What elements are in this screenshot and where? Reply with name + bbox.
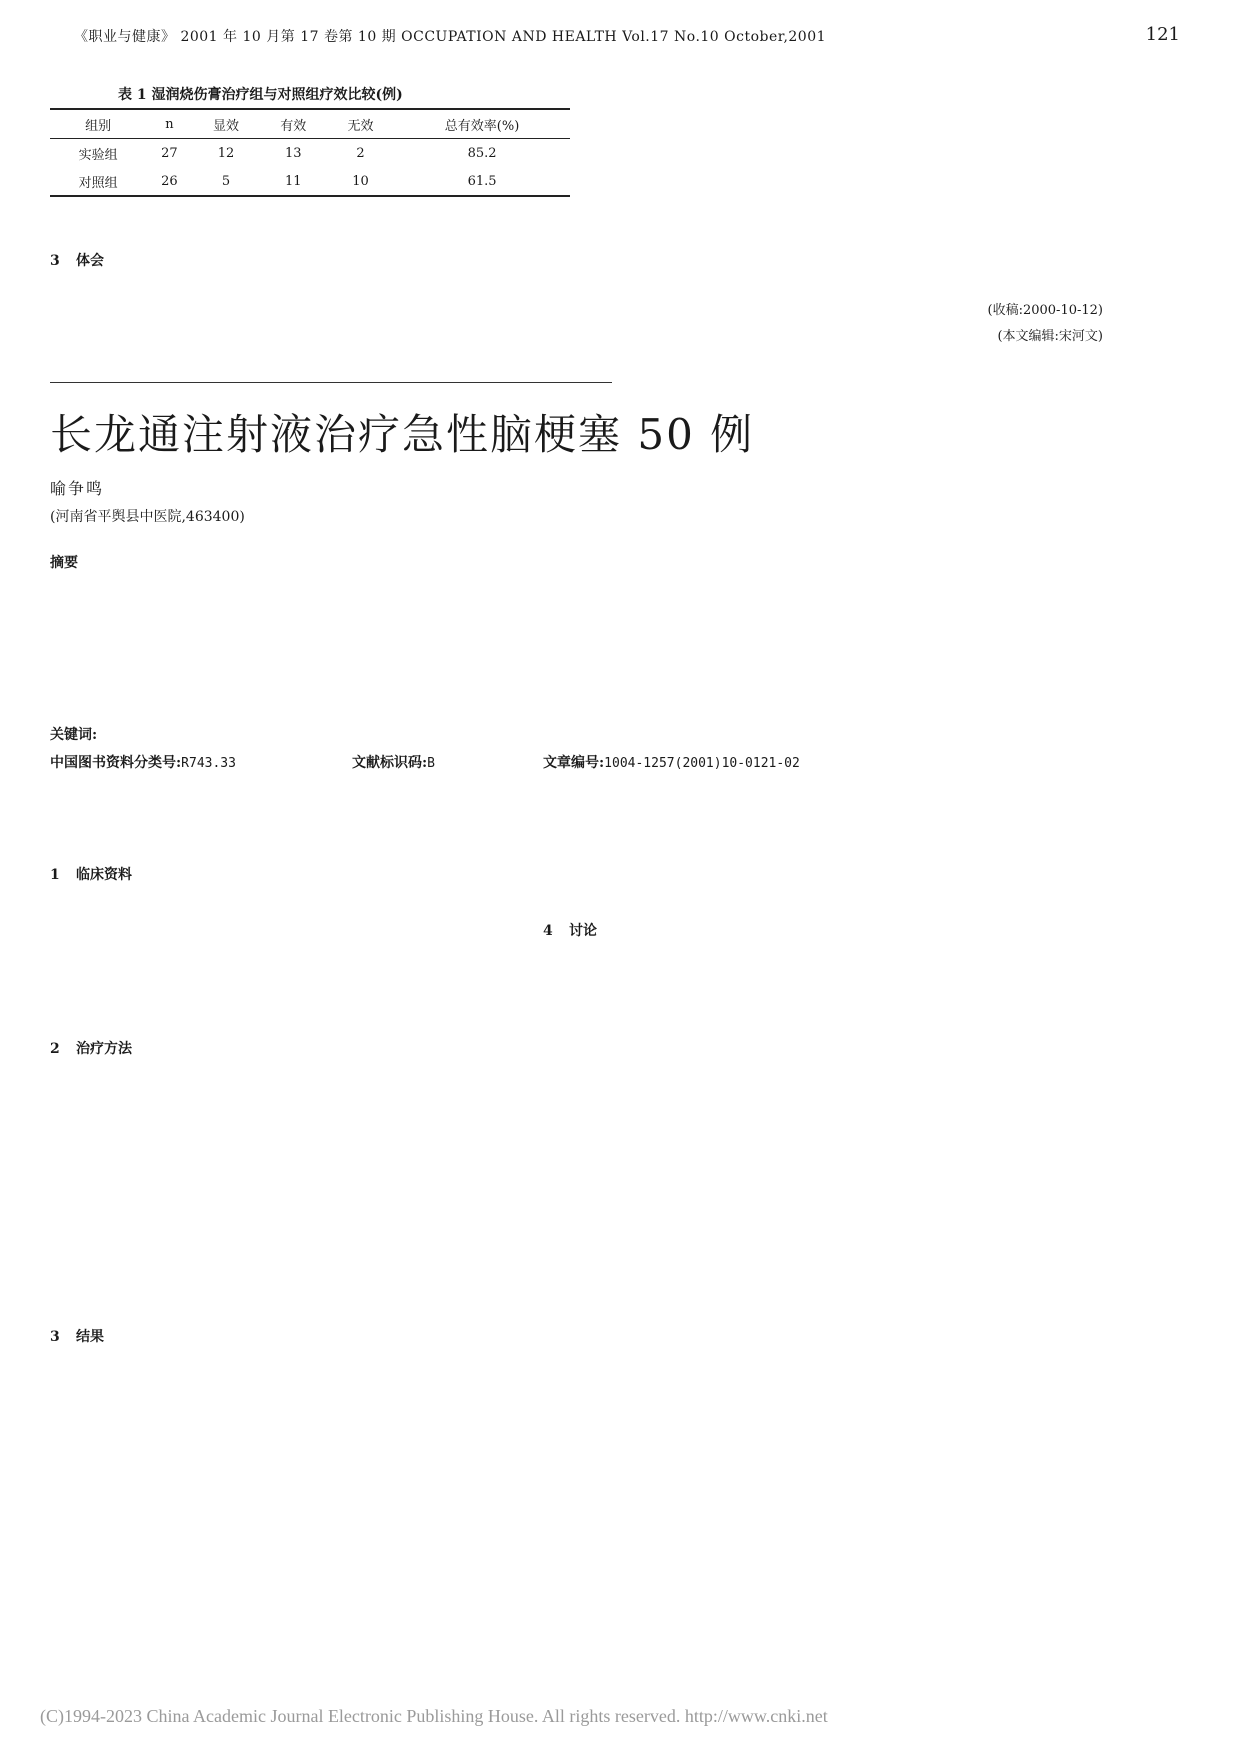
table-header-cell: 组别: [85, 118, 112, 134]
article-title: 长龙通注射液治疗急性脑梗塞 50 例: [50, 410, 755, 459]
table-cell: 5: [221, 173, 231, 189]
section-heading: 3 结果: [50, 1329, 104, 1345]
page-number: 121: [1145, 24, 1180, 45]
table-cell: 11: [284, 173, 302, 189]
copyright-footer: (C)1994-2023 China Academic Journal Electronic Publishing House. All rights reserved. http://www.cnki.net: [40, 1706, 828, 1726]
abstract-label: 摘要: [50, 555, 78, 571]
section-heading: 1 临床资料: [50, 867, 132, 883]
running-header: [74, 26, 1180, 52]
section-heading: 3 体会: [50, 253, 104, 269]
table-cell: 10: [352, 173, 369, 189]
table-cell: 27: [161, 145, 178, 161]
received-date: (收稿:2000-10-12): [987, 303, 1103, 318]
editor-note: (本文编辑:宋河文): [997, 329, 1103, 344]
keywords-label: 关键词:: [50, 727, 98, 743]
journal-citation: 《职业与健康》 2001 年 10 月第 17 卷第 10 期 OCCUPATION AND HEALTH Vol.17 No.10 October,2001: [74, 29, 827, 45]
table-row: [50, 139, 570, 168]
article-number: 文章编号:1004-1257(2001)10-0121-02: [543, 755, 800, 771]
table-cell: 13: [284, 145, 302, 161]
table-body: [50, 139, 570, 197]
table-header-row: [50, 109, 570, 139]
table-cell: 实验组: [78, 147, 118, 163]
document-code: 文献标识码:B: [352, 755, 435, 771]
section-heading: 4 讨论: [543, 923, 597, 939]
table-cell: 85.2: [467, 145, 497, 161]
table-cell: 2: [356, 145, 365, 161]
article-divider: [50, 382, 612, 383]
section-heading: 2 治疗方法: [50, 1041, 132, 1057]
table-row: [50, 167, 570, 196]
author-affiliation: (河南省平舆县中医院,463400): [50, 509, 245, 525]
table-cell: 12: [217, 145, 235, 161]
clc-number: 中国图书资料分类号:R743.33: [50, 755, 236, 771]
efficacy-table: [50, 108, 570, 197]
table-cell: 26: [161, 173, 178, 189]
received-notes: [803, 298, 1103, 350]
author-name: 喻争鸣: [50, 479, 105, 498]
table-cell: 对照组: [78, 175, 118, 191]
table-caption: 表 1 湿润烧伤膏治疗组与对照组疗效比较(例): [118, 87, 403, 103]
table-header-cell: n: [165, 116, 174, 132]
table-header-cell: 无效: [347, 118, 374, 134]
table-header-cell: 有效: [280, 118, 307, 134]
table-header-cell: 显效: [213, 118, 240, 134]
table-header-cell: 总有效率(%): [444, 118, 520, 134]
table-cell: 61.5: [467, 173, 497, 189]
